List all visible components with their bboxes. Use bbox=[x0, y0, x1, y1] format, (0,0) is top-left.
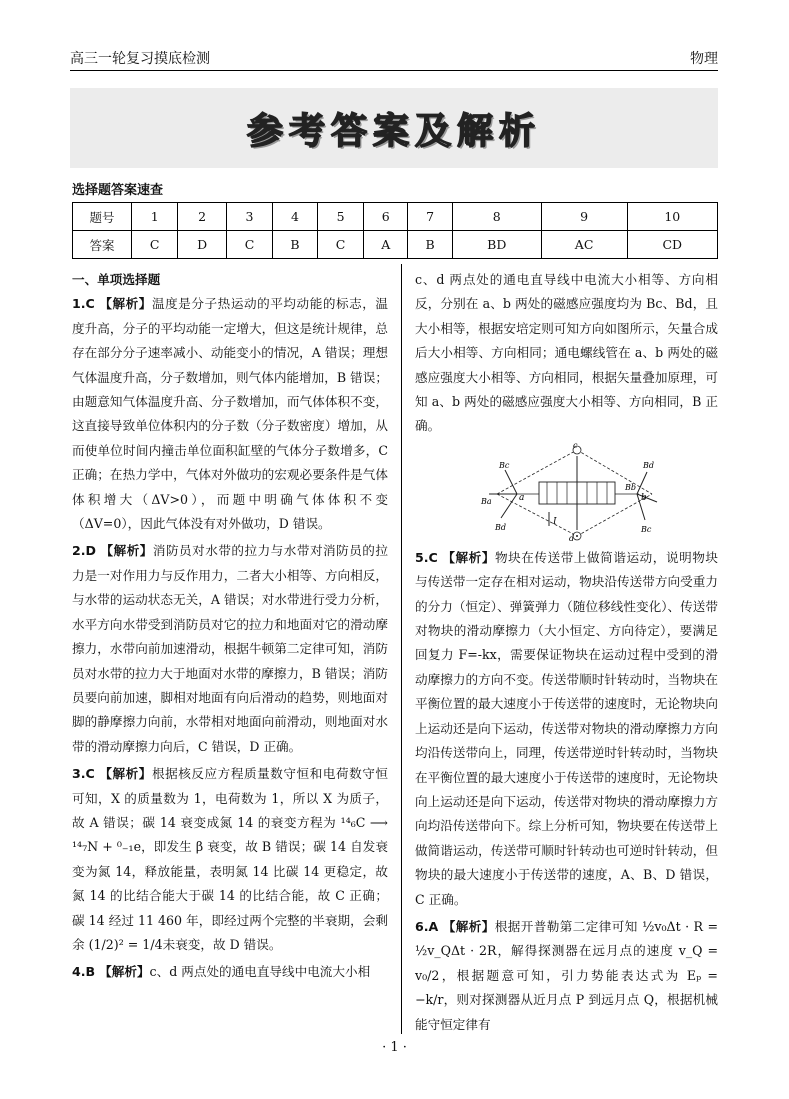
q5-text: 物块在传送带上做简谐运动，说明物块与传送带一定存在相对运动，物块沿传送带方向受重力的分力（恒定）、弹簧弹力（随位移线性变化）、传送带对物块的滑动摩擦力（大小恒定、方向待定），要满足回复力 F=-kx，需要保证物块在运动过程中受到的滑动摩擦力的方向不变。传送带顺时针转动时，当物块在平衡位置的最大速度小于传送带的速度时，无论物块向上运动还是向下运动，传送带对物块的滑动摩擦力方向均沿传送带向上，同理，传送带逆时针转动时，当物块在平衡位置的最大速度小于传送带的速度时，无论物块向上运动还是向下运动，传送带对物块的滑动摩擦力方向均沿传送带向下。综上分析可知，物块要在传送带上做简谐运动，传送带可顺时针转动也可逆时针转动，但物块的最大速度小于传送带的速度，A、B、D 错误，C 正确。 bbox=[415, 549, 718, 907]
q1-text: 温度是分子热运动的平均动能的标志，温度升高，分子的平均动能一定增大，但这是统计规律，总存在部分分子速率减小、动能变小的情况，A 错误；理想气体温度升高，分子数增加，则气体内能增加，B 错误；由题意知气体温度升高、分子数增加，而气体体积不变，这直接导致单位体积内的分子数（分子数密度）增加，从而使单位时间内撞击单位面积缸壁的气体分子数增多，C 正确；在热力学中，气体对外做功的宏观必要条件是气体体积增大（ΔV>0），而题中明确气体体积不变（ΔV=0），因此气体没有对外做功，D 错误。 bbox=[72, 296, 389, 532]
q-number-cell: 1 bbox=[132, 203, 178, 231]
subject-label: 物理 bbox=[690, 51, 718, 67]
solution-q4-start bbox=[72, 960, 388, 984]
solution-q1 bbox=[72, 292, 388, 536]
answer-cell: B bbox=[408, 231, 453, 259]
answer-table-row-answers bbox=[73, 231, 718, 259]
exam-title: 高三一轮复习摸底检测 bbox=[70, 51, 210, 67]
q-number-cell: 9 bbox=[541, 203, 627, 231]
solution-q4-cont bbox=[415, 268, 718, 439]
q1-number: 1.C bbox=[72, 296, 95, 312]
analysis-tag: 【解析】 bbox=[442, 918, 495, 934]
q4-text: c、d 两点处的通电直导线中电流大小相等、方向相反，分别在 a、b 两处的磁感应强度均为 Bc、Bd，且大小相等，根据安培定则可知方向如图所示，矢量合成后大小相等、方向相同；通电螺线管在 a、b 两处的磁感应强度大小相等、方向相同，根据矢量叠加原理，可知 a、b 两处的磁感应强度大小相等、方向相同，B 正确。 bbox=[415, 272, 718, 434]
fig-label-c: c bbox=[573, 441, 578, 450]
right-column bbox=[415, 268, 718, 1040]
q3-text-c: 未衰变，故 D 错误。 bbox=[162, 936, 282, 952]
q4-number: 4.B bbox=[72, 964, 96, 980]
q3-fraction: (1/2)² = 1/4 bbox=[88, 936, 163, 952]
magnetic-field-figure bbox=[477, 442, 667, 542]
q5-number: 5.C bbox=[415, 549, 438, 565]
answer-cell: C bbox=[132, 231, 178, 259]
q-number-cell: 6 bbox=[364, 203, 408, 231]
analysis-tag: 【解析】 bbox=[442, 549, 495, 565]
q-number-cell: 8 bbox=[452, 203, 541, 231]
answer-cell: CD bbox=[627, 231, 717, 259]
q3-text-a: 根据核反应方程质量数守恒和电荷数守恒可知，X 的质量数为 1，电荷数为 1，所以 X 为质子，故 A 错误；碳 14 衰变成氮 14 的衰变方程为 bbox=[72, 766, 389, 830]
answer-cell: AC bbox=[541, 231, 627, 259]
answer-cell: B bbox=[273, 231, 318, 259]
answer-cell: C bbox=[317, 231, 363, 259]
section-heading: 一、单项选择题 bbox=[72, 272, 161, 287]
q2-number: 2.D bbox=[72, 543, 97, 559]
answer-cell: D bbox=[178, 231, 226, 259]
analysis-tag: 【解析】 bbox=[99, 964, 150, 980]
row-label-answers: 答案 bbox=[73, 231, 132, 259]
fig-label-bb: Bb bbox=[625, 482, 636, 492]
page-number: · 1 · bbox=[382, 1040, 407, 1055]
q-number-cell: 4 bbox=[273, 203, 318, 231]
fig-label-bc-left: Bc bbox=[499, 460, 510, 470]
q6-number: 6.A bbox=[415, 918, 439, 934]
solution-q5 bbox=[415, 546, 718, 912]
page-header bbox=[70, 42, 718, 71]
column-divider bbox=[401, 264, 402, 1034]
quick-answer-title: 选择题答案速查 bbox=[72, 183, 164, 198]
solution-q3 bbox=[72, 762, 388, 957]
q-number-cell: 2 bbox=[178, 203, 226, 231]
left-column bbox=[72, 268, 388, 988]
answer-table bbox=[72, 202, 718, 259]
answer-cell: C bbox=[226, 231, 272, 259]
q4-text-lead: c、d 两点处的通电直导线中电流大小相 bbox=[149, 964, 371, 980]
solution-q6 bbox=[415, 915, 718, 1037]
fig-label-b: b bbox=[641, 492, 647, 503]
q-number-cell: 5 bbox=[317, 203, 363, 231]
analysis-tag: 【解析】 bbox=[99, 766, 152, 782]
q-number-cell: 7 bbox=[408, 203, 453, 231]
answer-cell: A bbox=[364, 231, 408, 259]
answer-cell: BD bbox=[452, 231, 541, 259]
row-label-numbers: 题号 bbox=[73, 203, 132, 231]
q3-number: 3.C bbox=[72, 766, 95, 782]
fig-label-bc-right: Bc bbox=[641, 524, 652, 534]
banner-title: 参考答案及解析 bbox=[246, 110, 541, 152]
q3-equation: ¹⁴₆C ⟶ ¹⁴₇N + ⁰₋₁e bbox=[72, 814, 388, 855]
fig-label-ba: Ba bbox=[481, 496, 492, 506]
solution-q2 bbox=[72, 539, 388, 759]
fig-label-d: d bbox=[569, 533, 575, 542]
answer-table-row-numbers bbox=[73, 203, 718, 231]
q6-text: 根据开普勒第二定律可知 ½v₀Δt · R = ½v_QΔt · 2R，解得探测器在远月点的速度 v_Q = v₀/2，根据题意可知，引力势能表达式为 Eₚ = −k/r，则对探测器从近月点 P 到远月点 Q，根据机械能守恒定律有 bbox=[415, 918, 718, 1032]
q-number-cell: 3 bbox=[226, 203, 272, 231]
q3-text-b: ，即发生 β 衰变，故 B 错误；碳 14 自发衰变为氮 14，释放能量，表明氮 14 比碳 14 更稳定，故氮 14 的比结合能大于碳 14 的比结合能，故 C 正确；碳 14 经过 11 460 年，即经过两个完整的半衰期，会剩余 bbox=[72, 839, 388, 952]
analysis-tag: 【解析】 bbox=[99, 296, 152, 312]
title-banner bbox=[70, 88, 718, 168]
fig-label-bd-left: Bd bbox=[495, 522, 506, 532]
q2-text: 消防员对水带的拉力与水带对消防员的拉力是一对作用力与反作用力，二者大小相等、方向相反，与水带的运动状态无关，A 错误；对水带进行受力分析，水平方向水带受到消防员对它的拉力和地面对它的滑动摩擦力，水带向前加速滑动，根据牛顿第二定律可知，消防员对水带的拉力大于地面对水带的摩擦力，B 错误；消防员要向前加速，脚相对地面有向后滑动的趋势，则地面对脚的静摩擦力向前，水带相对地面向前滑动，则地面对水带的滑动摩擦力向后，C 错误，D 正确。 bbox=[72, 543, 388, 754]
fig-label-bd-right: Bd bbox=[643, 460, 654, 470]
analysis-tag: 【解析】 bbox=[100, 543, 153, 559]
fig-label-i: I bbox=[553, 516, 557, 527]
q-number-cell: 10 bbox=[627, 203, 717, 231]
fig-label-a: a bbox=[519, 492, 525, 503]
